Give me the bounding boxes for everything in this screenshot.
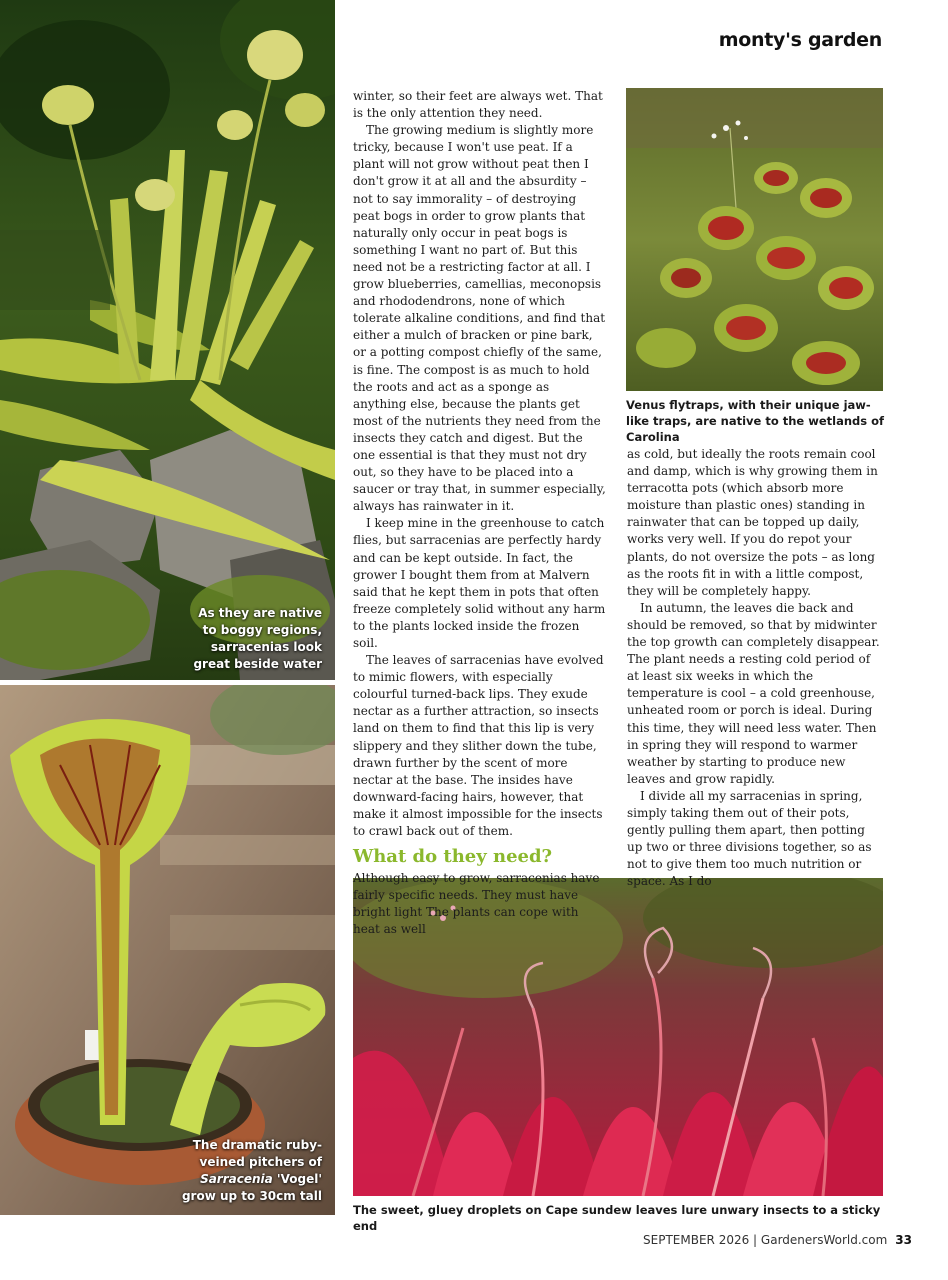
paragraph: as cold, but ideally the roots remain cool and damp, which is why growing them in terracotta pots (which absorb more moisture than plastic ones) standing in rainwater that can be topped up daily, works very well. If you do repot your plants, do not oversize the pots – as long as the roots fit in with a little compost, they will be completely happy. bbox=[627, 447, 878, 598]
section-heading: What do they need? bbox=[353, 846, 553, 868]
page-footer bbox=[643, 1233, 912, 1247]
photo-caption-vogel: The dramatic ruby- veined pitchers of Sarracenia 'Vogel' grow up to 30cm tall bbox=[181, 1138, 322, 1203]
paragraph: In autumn, the leaves die back and should be removed, so that by midwinter the top growth can completely disappear. The plant needs a resting cold period of at least six weeks in which the temperature is cool – a cold greenhouse, unheated room or porch is ideal. During this time, they will need less water. Then in spring they will respond to warmer weather by starting to produce new leaves and grow rapidly. bbox=[627, 600, 880, 786]
paragraph: I keep mine in the greenhouse to catch flies, but sarracenias are perfectly hardy and can be kept outside. In fact, the grower I bought them from at Malvern said that he kept them in pots that often freeze completely solid without any harm to the plants locked inside the frozen soil. bbox=[353, 516, 606, 650]
sarracenia-pond-photo bbox=[0, 0, 335, 680]
venus-flytrap-photo bbox=[626, 88, 883, 391]
issue-info: SEPTEMBER 2026 | GardenersWorld.com bbox=[643, 1233, 888, 1247]
section-title: monty's garden bbox=[718, 29, 882, 51]
sarracenia-vogel-photo bbox=[0, 685, 335, 1215]
page-number: 33 bbox=[895, 1233, 912, 1247]
paragraph: winter, so their feet are always wet. That is the only attention they need. bbox=[353, 89, 603, 121]
text-column-1 bbox=[353, 88, 606, 939]
paragraph: The growing medium is slightly more tricky, because I won't use peat. If a plant will not grow without peat then I don't grow it at all and the absurdity – not to say immorality – of destroying peat bogs in order to grow plants that naturally only occur in peat bogs is something I want no part of. But this need not be a restricting factor at all. I grow blueberries, camellias, meconopsis and rhododendrons, none of which tolerate alkaline conditions, and find that either a mulch of bracken or pine bark, or a potting compost chiefly of the same, is fine. The compost is as much to hold the roots and act as a sponge as anything else, because the plants get most of the nutrients they need from the insects they catch and digest. But the one essential is that they must not dry out, so they have to be placed into a saucer or tray that, in summer especially, always has rainwater in it. bbox=[353, 123, 606, 514]
paragraph: I divide all my sarracenias in spring, simply taking them out of their pots, gently pulling them apart, then potting up two or three divisions together, so as not to give them too much nutrition or space. As I do bbox=[627, 788, 872, 889]
photo-caption-water: As they are native to boggy regions, sarracenias look great beside water bbox=[193, 606, 322, 671]
paragraph: The leaves of sarracenias have evolved to mimic flowers, with especially colourful turned-back lips. They exude nectar as a further attraction, so insects land on them to find that this lip is very slippery and they slither down the tube, drawn further by the scent of more nectar at the base. The insides have downward-facing hairs, however, that make it almost impossible for the insects to crawl back out of them. bbox=[353, 653, 604, 839]
flytrap-caption: Venus flytraps, with their unique jaw-like traps, are native to the wetlands of Carolina bbox=[626, 398, 885, 444]
sundew-caption: The sweet, gluey droplets on Cape sundew leaves lure unwary insects to a sticky end bbox=[353, 1203, 881, 1233]
text-column-2 bbox=[627, 446, 881, 890]
paragraph: Although easy to grow, sarracenias have fairly specific needs. They must have bright light The plants can cope with heat as well bbox=[353, 871, 600, 937]
